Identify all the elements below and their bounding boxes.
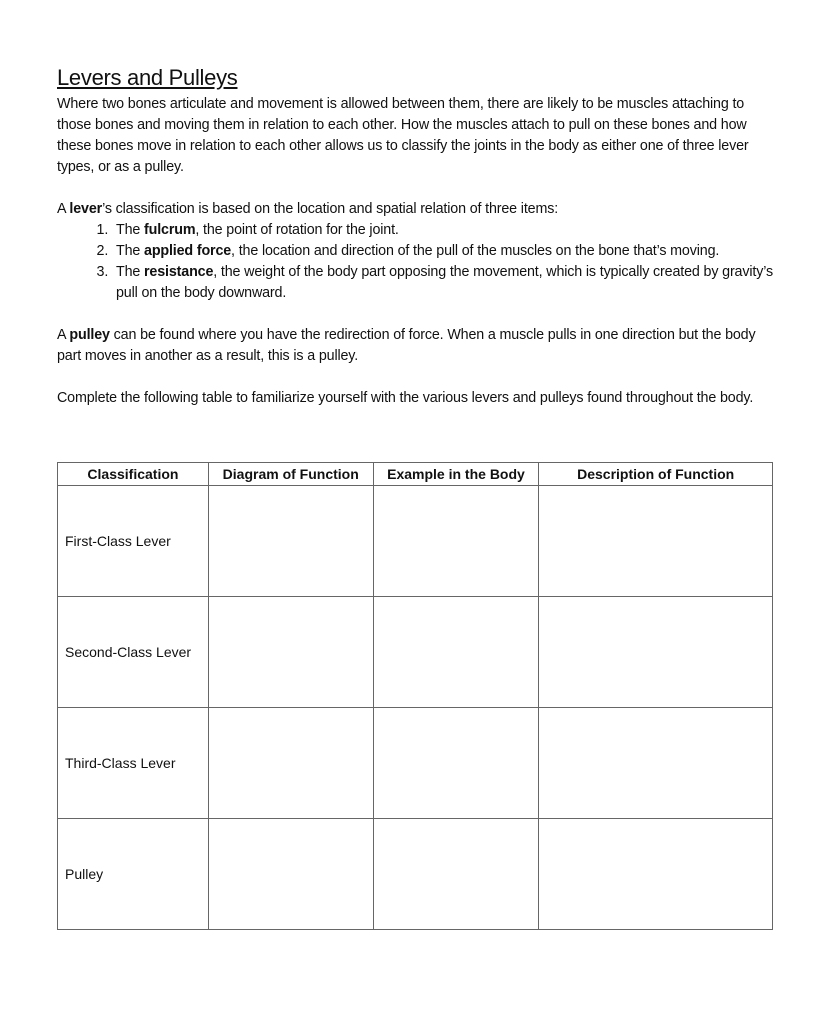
text: A [57, 201, 70, 217]
term: fulcrum [144, 222, 196, 238]
answer-cell[interactable] [539, 708, 773, 819]
row-label: Pulley [58, 819, 209, 930]
answer-cell[interactable] [373, 486, 539, 597]
answer-cell[interactable] [208, 819, 373, 930]
pulley-paragraph [57, 325, 777, 367]
text: , the location and direction of the pull of the muscles on the bone that’s moving. [231, 243, 720, 259]
list-item [112, 220, 777, 241]
text: The [116, 243, 145, 259]
header-example: Example in the Body [373, 463, 539, 486]
table-header-row [58, 463, 773, 486]
lever-items-list [57, 220, 777, 304]
answer-cell[interactable] [373, 819, 539, 930]
table-row [58, 486, 773, 597]
table-row [58, 708, 773, 819]
row-label: First-Class Lever [58, 486, 209, 597]
page-title: Levers and Pulleys [57, 65, 238, 90]
answer-cell[interactable] [373, 708, 539, 819]
intro-paragraph: Where two bones articulate and movement is allowed between them, there are likely to be muscles attaching to those bones and moving them in relation to each other. How the muscles attach to pull on these bones and how these bones move in relation to each other allows us to classify the joints in the body as either one of three lever types, or as a pulley. [57, 96, 749, 175]
text: , the weight of the body part opposing the movement, which is typically created by gravity’s pull on the body downward. [116, 264, 773, 301]
row-label: Second-Class Lever [58, 597, 209, 708]
header-description: Description of Function [539, 463, 773, 486]
text: ’s classification is based on the location and spatial relation of three items: [102, 201, 559, 217]
list-item [112, 262, 777, 304]
text: A [57, 327, 70, 343]
text: , the point of rotation for the joint. [195, 222, 399, 238]
lever-paragraph [57, 199, 777, 220]
term: applied force [144, 243, 232, 259]
table-row [58, 597, 773, 708]
answer-cell[interactable] [539, 597, 773, 708]
document-body [57, 64, 777, 430]
text: The [116, 264, 145, 280]
term-pulley: pulley [69, 327, 110, 343]
answer-cell[interactable] [539, 819, 773, 930]
row-label: Third-Class Lever [58, 708, 209, 819]
classification-table [57, 462, 773, 930]
list-item [112, 241, 777, 262]
instructions-paragraph: Complete the following table to familiarize yourself with the various levers and pulleys found throughout the body. [57, 390, 754, 406]
term-lever: lever [69, 201, 103, 217]
term: resistance [144, 264, 214, 280]
answer-cell[interactable] [208, 486, 373, 597]
header-diagram: Diagram of Function [208, 463, 373, 486]
table-row [58, 819, 773, 930]
answer-cell[interactable] [539, 486, 773, 597]
header-classification: Classification [58, 463, 209, 486]
answer-cell[interactable] [208, 708, 373, 819]
answer-cell[interactable] [208, 597, 373, 708]
text: can be found where you have the redirection of force. When a muscle pulls in one direction but the body part moves in another as a result, this is a pulley. [57, 327, 756, 364]
answer-cell[interactable] [373, 597, 539, 708]
text: The [116, 222, 145, 238]
